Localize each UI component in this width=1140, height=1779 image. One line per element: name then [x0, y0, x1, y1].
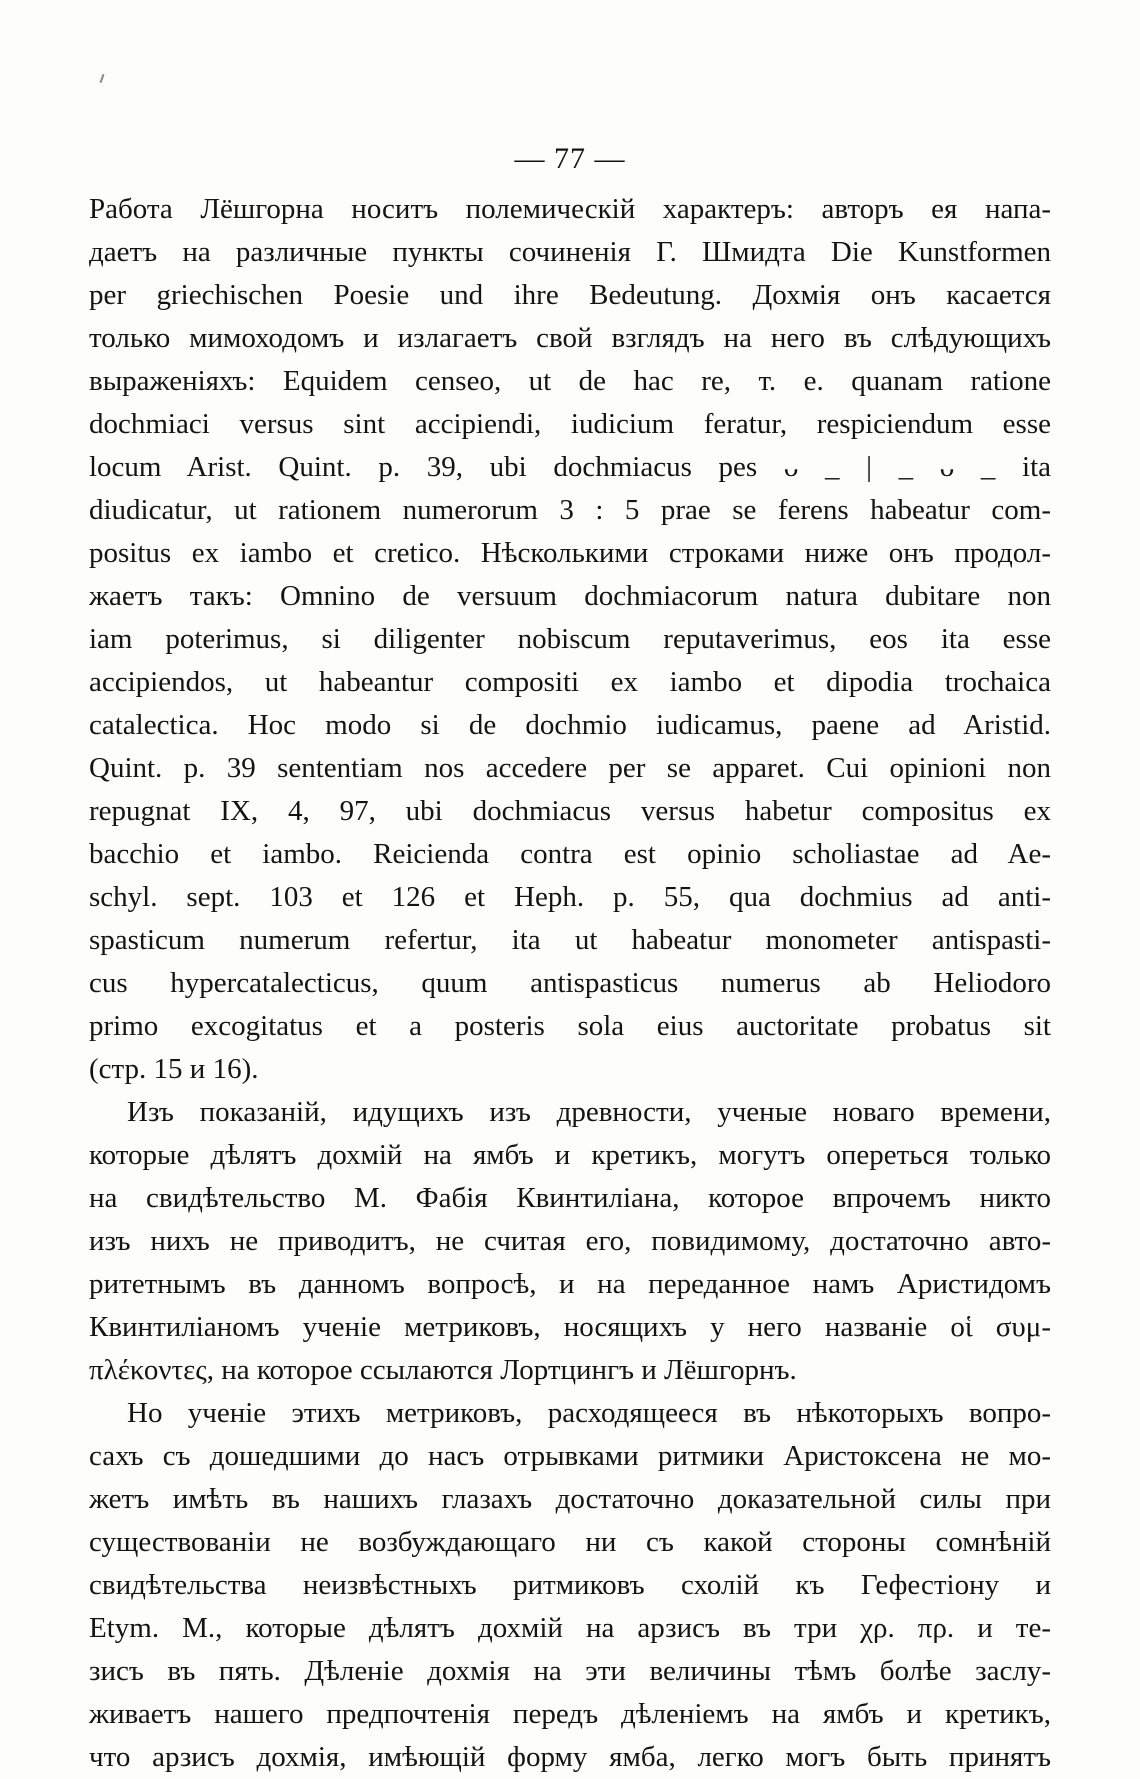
text-line: Etym. M., которые дѣлятъ дохмій на арзисъ въ три χρ. πρ. и те- [89, 1612, 1051, 1644]
text-line: Но ученіе этихъ метриковъ, расходящееся въ нѣкоторыхъ вопро- [127, 1397, 1051, 1429]
text-line: cus hypercatalecticus, quum antispasticus numerus ab Heliodoro [89, 967, 1051, 999]
text-line: выраженіяхъ: Equidem censeo, ut de hac re, т. е. quanam ratione [89, 365, 1051, 397]
scan-speck [100, 74, 105, 83]
text-line: жаетъ такъ: Omnino de versuum dochmiacorum natura dubitare non [89, 580, 1051, 612]
body-text [89, 188, 1051, 1779]
text-line: spasticum numerum refertur, ita ut habeatur monometer antispasti- [89, 924, 1051, 956]
text-line: даетъ на различные пункты сочиненія Г. Шмидта Die Kunstformen [89, 236, 1051, 268]
text-line: Quint. p. 39 sententiam nos accedere per se apparet. Cui opinioni non [89, 752, 1051, 784]
text-line: только мимоходомъ и излагаетъ свой взглядъ на него въ слѣдующихъ [89, 322, 1051, 354]
text-line: bacchio et iambo. Reicienda contra est opinio scholiastae ad Ae- [89, 838, 1051, 870]
text-line: diudicatur, ut rationem numerorum 3 : 5 prae se ferens habeatur com- [89, 494, 1051, 526]
text-line: positus ex iambo et cretico. Нѣсколькими строками ниже онъ продол- [89, 537, 1051, 569]
text-line: существованіи не возбуждающаго ни съ какой стороны сомнѣній [89, 1526, 1051, 1558]
text-line: primo excogitatus et a posteris sola eius auctoritate probatus sit [89, 1010, 1051, 1042]
text-line: locum Arist. Quint. p. 39, ubi dochmiacus pes ᴗ _ | _ ᴗ _ ita [89, 451, 1051, 483]
text-line: Работа Лёшгорна носитъ полемическій характеръ: авторъ ея напа- [89, 193, 1051, 225]
text-line: iam poterimus, si diligenter nobiscum reputaverimus, eos ita esse [89, 623, 1051, 655]
text-line: πλέκοντες, на которое ссылаются Лортцингъ и Лёшгорнъ. [89, 1354, 797, 1386]
text-line: accipiendos, ut habeantur compositi ex iambo et dipodia trochaica [89, 666, 1051, 698]
text-line: per griechischen Poesie und ihre Bedeutung. Дохмія онъ касается [89, 279, 1051, 311]
text-line: свидѣтельства неизвѣстныхъ ритмиковъ схолій къ Гефестіону и [89, 1569, 1051, 1601]
text-line: что арзисъ дохмія, имѣющій форму ямба, легко могъ быть принятъ [89, 1741, 1051, 1773]
text-line: изъ нихъ не приводитъ, не считая его, повидимому, достаточно авто- [89, 1225, 1051, 1257]
text-line: (стр. 15 и 16). [89, 1053, 259, 1085]
text-line: жетъ имѣть въ нашихъ глазахъ достаточно доказательной силы при [89, 1483, 1051, 1515]
text-line: которые дѣлятъ дохмій на ямбъ и кретикъ, могутъ опереться только [89, 1139, 1051, 1171]
text-line: catalectica. Hoc modo si de dochmio iudicamus, paene ad Aristid. [89, 709, 1051, 741]
text-line: на свидѣтельство М. Фабія Квинтиліана, которое впрочемъ никто [89, 1182, 1051, 1214]
text-line: dochmiaci versus sint accipiendi, iudicium feratur, respiciendum esse [89, 408, 1051, 440]
text-line: repugnat IX, 4, 97, ubi dochmiacus versus habetur compositus ex [89, 795, 1051, 827]
page-number: — 77 — [514, 142, 626, 175]
text-line: ритетнымъ въ данномъ вопросѣ, и на переданное намъ Аристидомъ [89, 1268, 1051, 1300]
text-line: зисъ въ пять. Дѣленіе дохмія на эти величины тѣмъ болѣе заслу- [89, 1655, 1051, 1687]
text-line: schyl. sept. 103 et 126 et Heph. p. 55, qua dochmius ad anti- [89, 881, 1051, 913]
text-line: Изъ показаній, идущихъ изъ древности, ученые новаго времени, [127, 1096, 1051, 1128]
text-line: живаетъ нашего предпочтенія передъ дѣленіемъ на ямбъ и кретикъ, [89, 1698, 1051, 1730]
text-line: Квинтиліаномъ ученіе метриковъ, носящихъ у него названіе οἱ συμ- [89, 1311, 1051, 1343]
text-line: сахъ съ дошедшими до насъ отрывками ритмики Аристоксена не мо- [89, 1440, 1051, 1472]
